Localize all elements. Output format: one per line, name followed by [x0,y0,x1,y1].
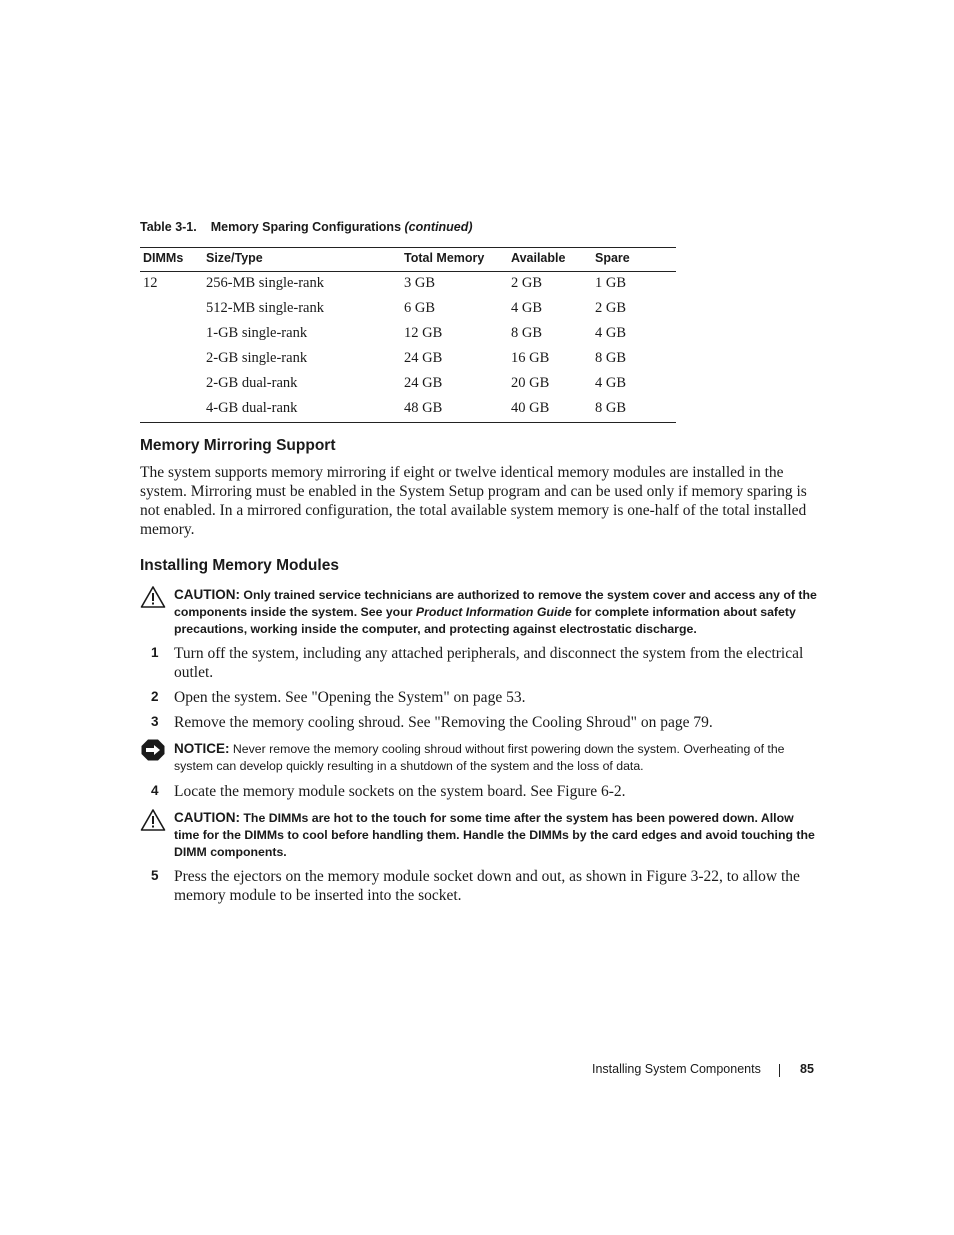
cell-available: 20 GB [511,375,550,391]
step-text: Remove the memory cooling shroud. See "Removing the Cooling Shroud" on page 79. [174,714,713,731]
cell-available: 4 GB [511,300,543,316]
cell-spare: 2 GB [595,300,627,316]
caution-text-continued: for complete information about safety precautions, working inside the computer, and protecting against electrostatic discharge. [174,605,796,636]
cell-available: 40 GB [511,400,550,416]
caution-triangle-icon [140,585,166,609]
cell-spare: 8 GB [595,350,627,366]
cell-spare: 8 GB [595,400,627,416]
caution-1 [174,586,819,638]
column-header-available: Available [511,251,566,265]
step-number: 4 [151,783,159,798]
column-header-dimms: DIMMs [143,251,184,265]
cell-available: 2 GB [511,275,543,291]
cell-total-memory: 6 GB [404,300,436,316]
cell-spare: 4 GB [595,325,627,341]
table-row [0,400,954,425]
caution-label: CAUTION: [174,810,240,825]
caution-label: CAUTION: [174,587,240,602]
table-row [0,375,954,400]
cell-spare: 1 GB [595,275,627,291]
step-text: Turn off the system, including any attached peripherals, and disconnect the system from the electrical outlet. [174,645,804,681]
cell-available: 16 GB [511,350,550,366]
step-text: Locate the memory module sockets on the system board. See Figure 6-2. [174,783,626,800]
product-information-guide-title: Product Information Guide [415,605,572,619]
column-header-spare: Spare [595,251,630,265]
table-caption [140,220,473,234]
installing-heading: Installing Memory Modules [140,557,339,574]
notice-text: Never remove the memory cooling shroud without first powering down the system. Overheating of the system can develop quickly resulting in a shutdown of the system and the loss of data. [174,742,785,773]
table-continued: (continued) [404,220,473,234]
cell-dimms: 12 [143,275,158,291]
caution-text: The DIMMs are hot to the touch for some time after the system has been powered down. Allow time for the DIMMs to cool before handling them. Handle the DIMMs by the card edges and avoid touching the DIMM components. [174,811,815,859]
caution-triangle-icon [140,808,166,832]
column-header-total-memory: Total Memory [404,251,485,265]
step-text: Open the system. See "Opening the System" on page 53. [174,689,526,706]
table-header-rule [140,271,676,272]
footer-divider [779,1064,780,1077]
cell-total-memory: 48 GB [404,400,443,416]
footer-chapter-title: Installing System Components [592,1062,761,1076]
table-row [0,300,954,325]
cell-total-memory: 24 GB [404,375,443,391]
cell-total-memory: 12 GB [404,325,443,341]
notice-label: NOTICE: [174,741,230,756]
cell-spare: 4 GB [595,375,627,391]
notice-hand-icon [140,738,166,762]
table-row [0,275,954,300]
cell-size-type: 4-GB dual-rank [206,400,298,416]
table-row [0,325,954,350]
cell-size-type: 256-MB single-rank [206,275,324,291]
caution-text: Only trained service technicians are authorized to remove the system cover and access any of the components inside the system. See your [174,588,817,619]
table-row [0,350,954,375]
table-top-rule [140,247,676,248]
cell-total-memory: 3 GB [404,275,436,291]
caution-2 [174,809,819,861]
step-text: Press the ejectors on the memory module socket down and out, as shown in Figure 3-22, to allow the memory module to be inserted into the socket. [174,868,800,904]
mirroring-paragraph: The system supports memory mirroring if eight or twelve identical memory modules are installed in the system. Mirroring must be enabled in the System Setup program and can be used only if memory sparing is not enabled. In a mirrored configuration, the total available system memory is one-half of the total installed memory. [140,464,807,538]
step-number: 1 [151,645,159,660]
mirroring-heading: Memory Mirroring Support [140,437,336,454]
cell-available: 8 GB [511,325,543,341]
cell-size-type: 1-GB single-rank [206,325,308,341]
cell-size-type: 512-MB single-rank [206,300,324,316]
cell-size-type: 2-GB single-rank [206,350,308,366]
table-number: Table 3-1. [140,220,197,234]
cell-total-memory: 24 GB [404,350,443,366]
step-number: 5 [151,868,159,883]
column-header-size-type: Size/Type [206,251,263,265]
step-number: 2 [151,689,159,704]
step-number: 3 [151,714,159,729]
notice [174,740,819,775]
page-number: 85 [800,1062,814,1076]
cell-size-type: 2-GB dual-rank [206,375,298,391]
table-title: Memory Sparing Configurations [210,220,402,234]
